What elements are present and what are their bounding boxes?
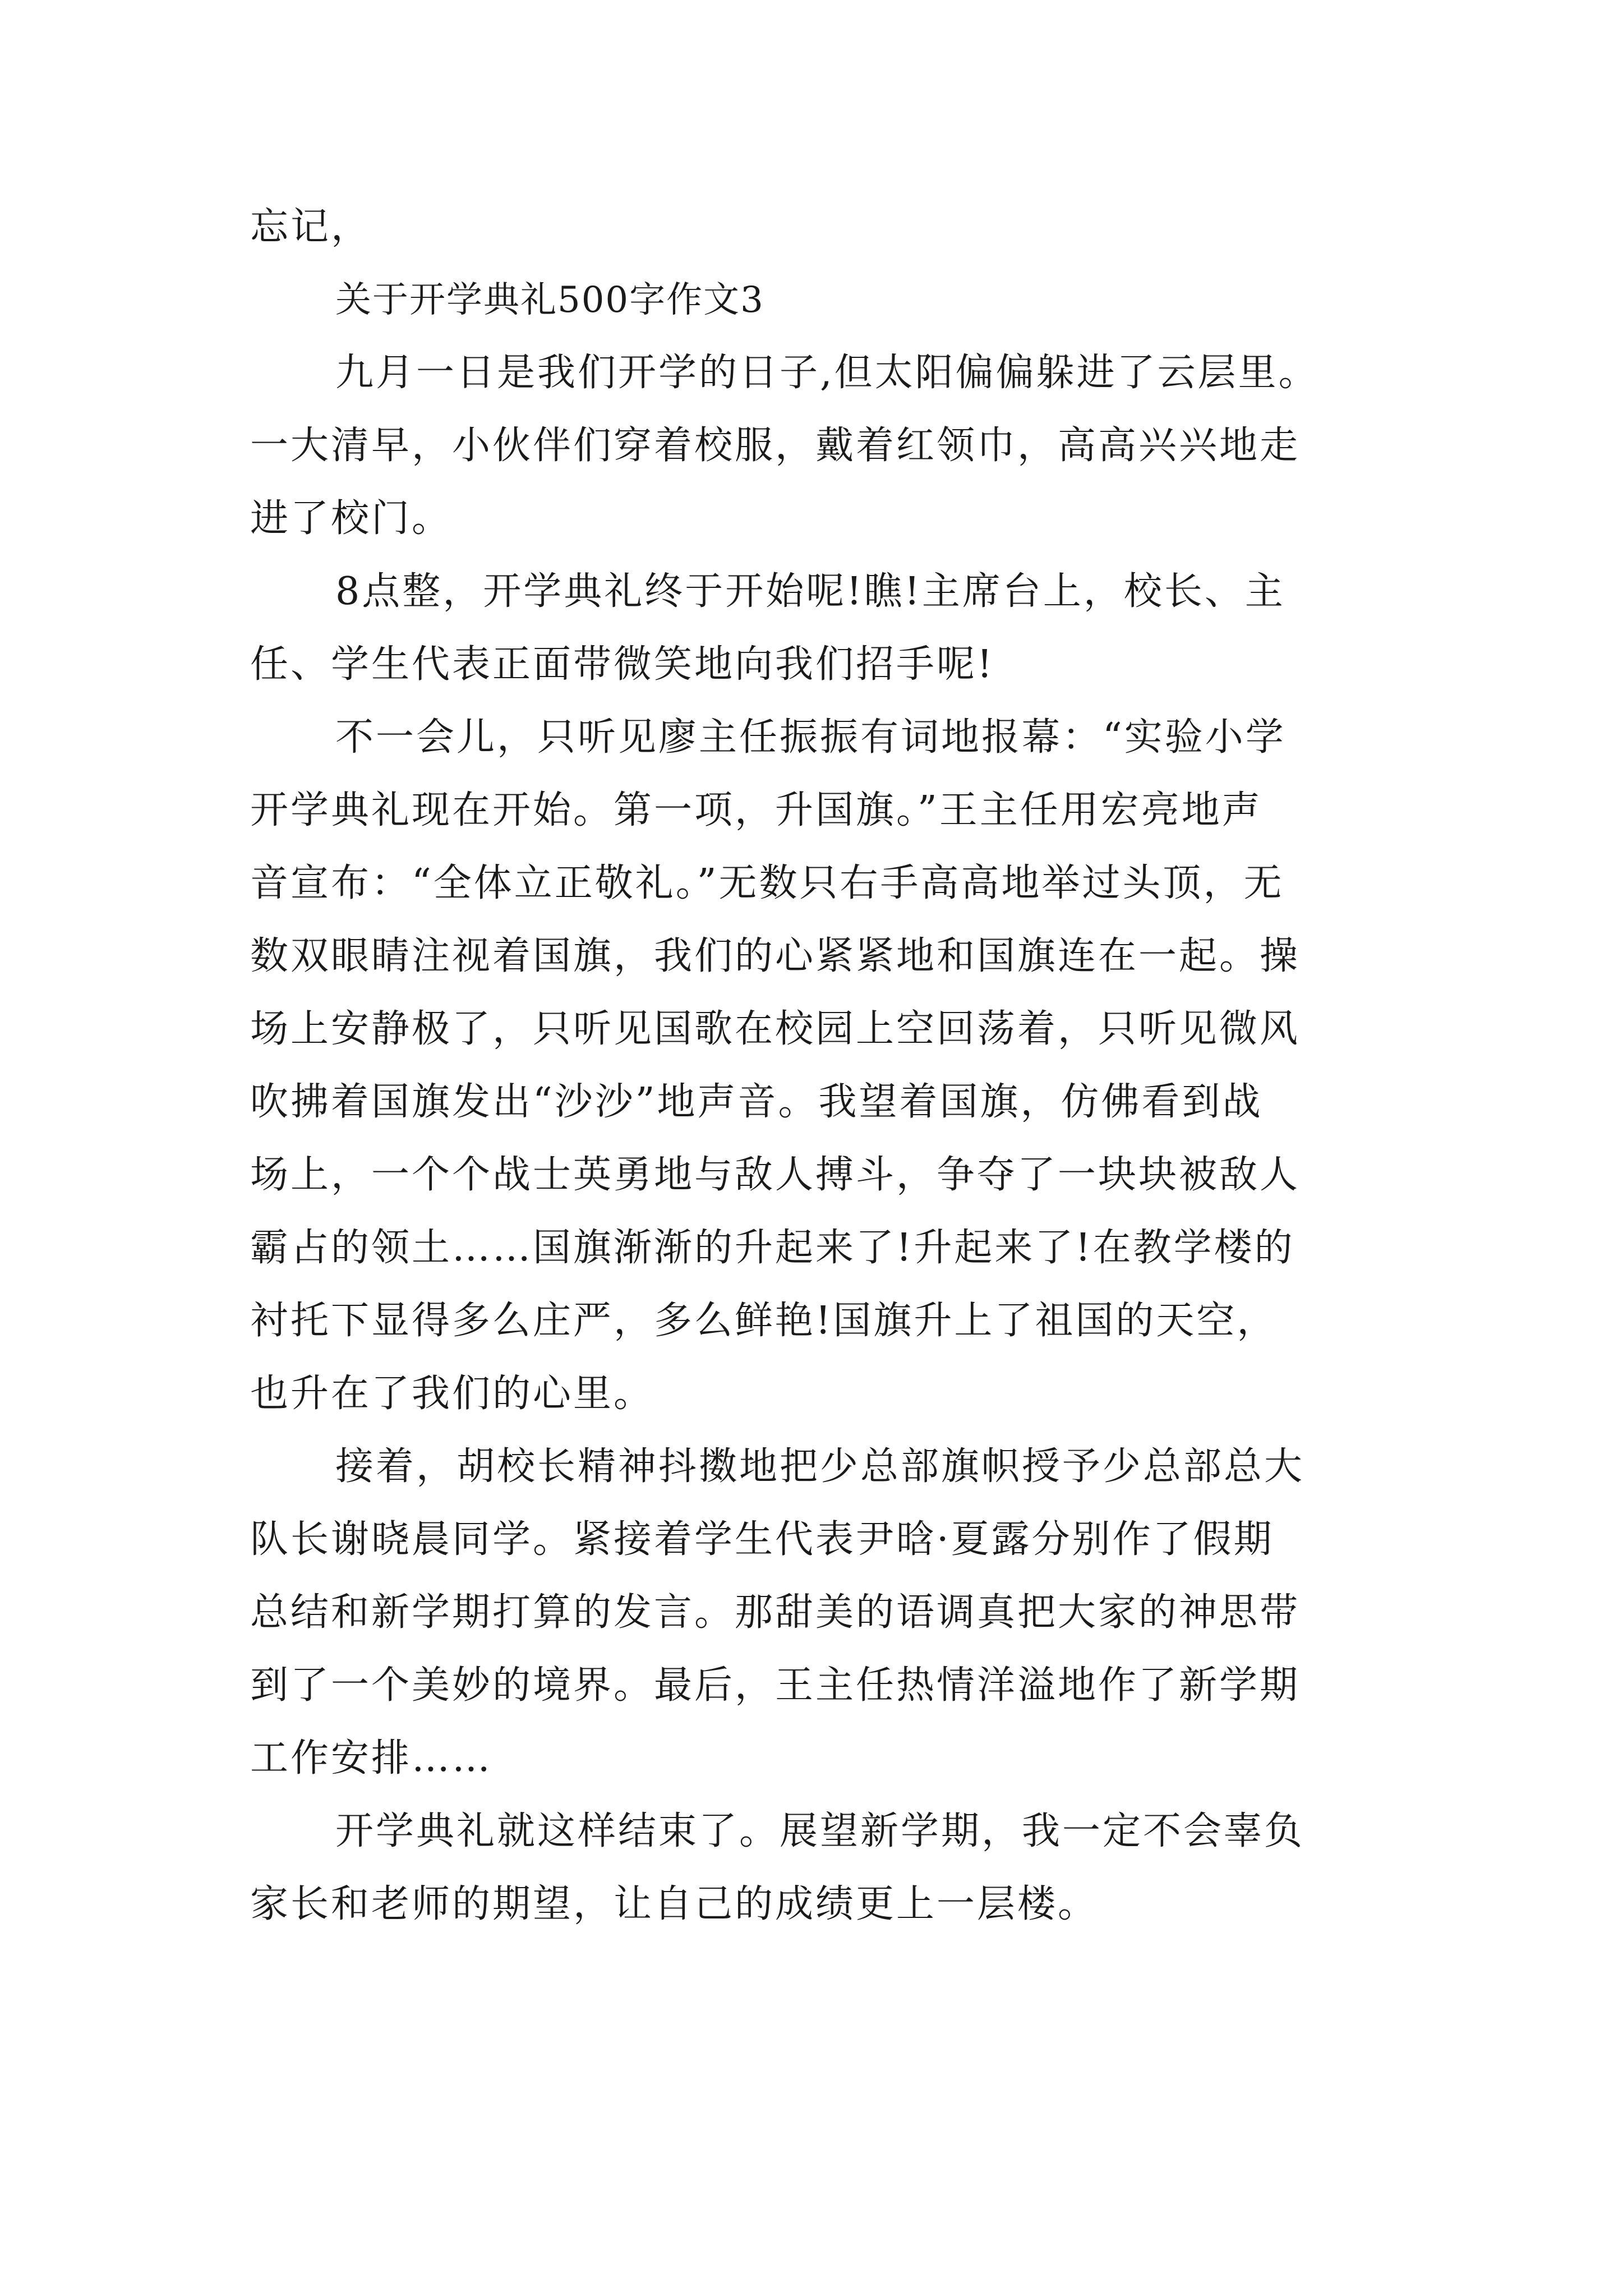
essay-title: 关于开学典礼500字作文3 xyxy=(335,279,764,321)
paragraph-line: 任、学生代表正面带微笑地向我们招手呢! xyxy=(250,642,995,687)
paragraph-line: 8点整，开学典礼终于开始呢!瞧!主席台上，校长、主 xyxy=(335,569,1285,614)
paragraph-line: 场上，一个个战士英勇地与敌人搏斗，争夺了一块块被敌人 xyxy=(250,1153,1301,1197)
paragraph-line: 衬托下显得多么庄严，多么鲜艳!国旗升上了祖国的天空， xyxy=(250,1299,1278,1343)
paragraph-line: 进了校门。 xyxy=(250,496,453,541)
paragraph-line: 队长谢晓晨同学。紧接着学生代表尹晗·夏露分别作了假期 xyxy=(250,1517,1274,1562)
paragraph-line: 总结和新学期打算的发言。那甜美的语调真把大家的神思带 xyxy=(250,1590,1301,1635)
paragraph-line: 也升在了我们的心里。 xyxy=(250,1372,654,1416)
paragraph-line: 开学典礼现在开始。第一项，升国旗。”王主任用宏亮地声 xyxy=(250,788,1262,832)
paragraph-line: 不一会儿，只听见廖主任振振有词地报幕：“实验小学 xyxy=(335,715,1286,760)
paragraph-line: 接着，胡校长精神抖擞地把少总部旗帜授予少总部总大 xyxy=(335,1444,1305,1489)
text-line: 忘记， xyxy=(250,205,372,249)
paragraph-line: 九月一日是我们开学的日子,但太阳偏偏躲进了云层里。 xyxy=(335,351,1319,395)
document-body xyxy=(250,202,1394,1952)
paragraph-line: 数双眼睛注视着国旗，我们的心紧紧地和国旗连在一起。操 xyxy=(250,934,1301,978)
paragraph-line: 一大清早，小伙伴们穿着校服，戴着红领巾，高高兴兴地走 xyxy=(250,424,1301,468)
paragraph-line: 工作安排…… xyxy=(250,1736,493,1780)
paragraph-line: 吹拂着国旗发出“沙沙”地声音。我望着国旗，仿佛看到战 xyxy=(250,1080,1263,1124)
paragraph-line: 家长和老师的期望，让自己的成绩更上一层楼。 xyxy=(250,1882,1099,1926)
paragraph-line: 开学典礼就这样结束了。展望新学期，我一定不会辜负 xyxy=(335,1809,1305,1853)
paragraph-line: 场上安静极了，只听见国歌在校园上空回荡着，只听见微风 xyxy=(250,1007,1301,1051)
paragraph-line: 到了一个美妙的境界。最后，王主任热情洋溢地作了新学期 xyxy=(250,1663,1301,1708)
paragraph-line: 音宣布：“全体立正敬礼。”无数只右手高高地举过头顶，无 xyxy=(250,861,1284,905)
paragraph-line: 霸占的领土……国旗渐渐的升起来了!升起来了!在教学楼的 xyxy=(250,1226,1295,1270)
